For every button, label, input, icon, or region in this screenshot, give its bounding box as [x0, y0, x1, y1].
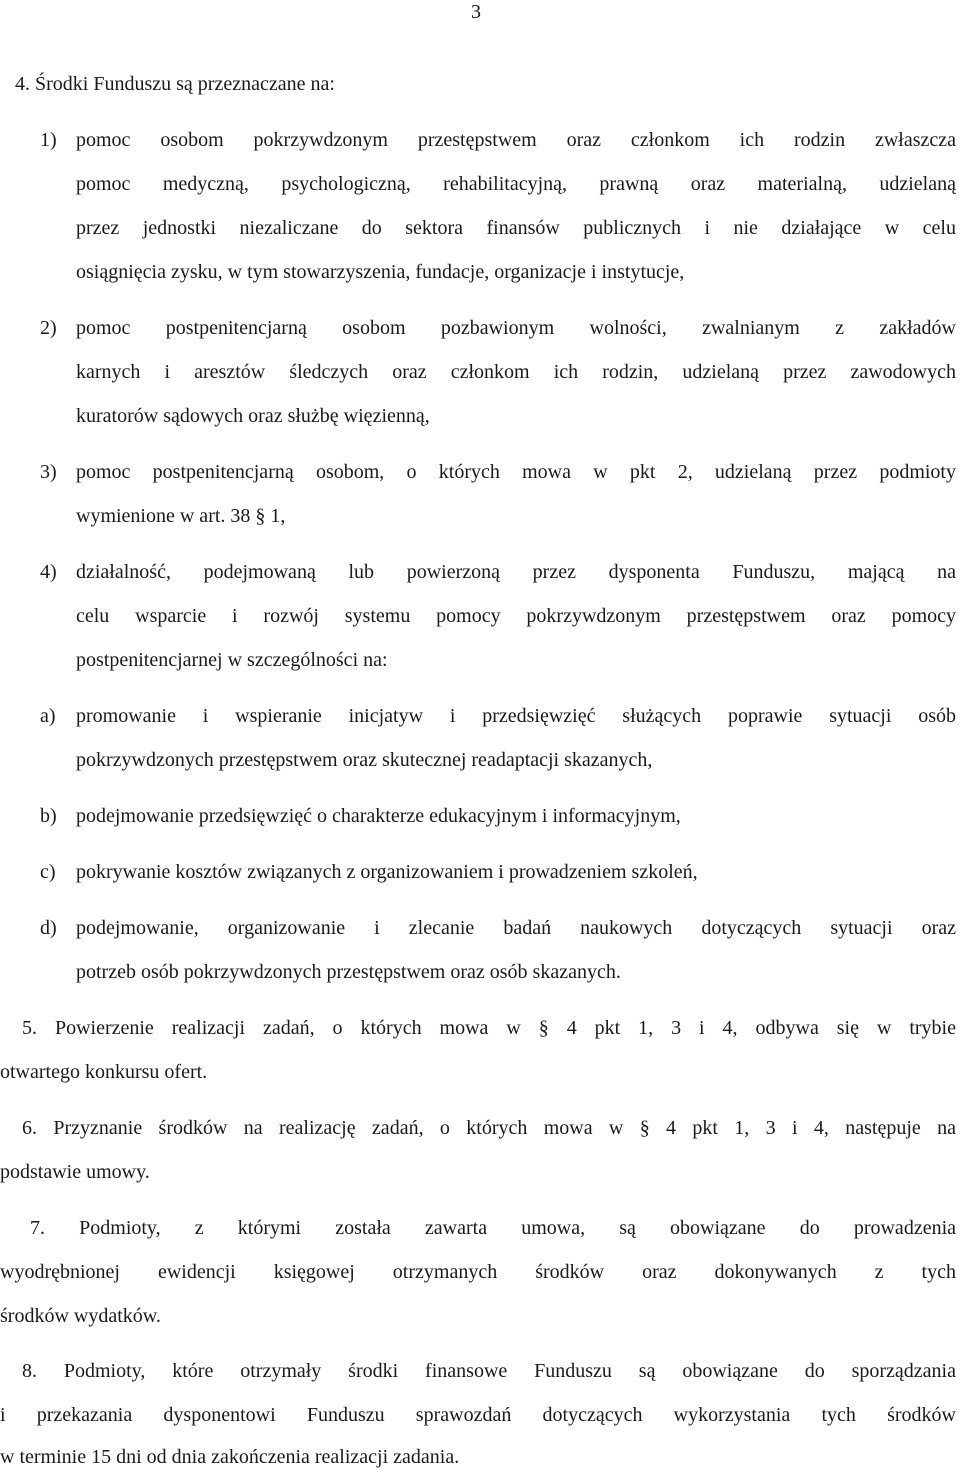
item-a-label: a) [40, 705, 56, 727]
section-6-line-2: podstawie umowy. [0, 1161, 150, 1183]
item-4-line-2: celu wsparcie i rozwój systemu pomocy pokrzywdzonym przestępstwem oraz pomocy [76, 605, 956, 627]
section-7-line-2: wyodrębnionej ewidencji księgowej otrzymanych środków oraz dokonywanych z tych [0, 1261, 956, 1283]
section-8-line-1: 8. Podmioty, które otrzymały środki finansowe Funduszu są obowiązane do sporządzania [22, 1360, 956, 1382]
item-4-label: 4) [40, 561, 57, 583]
item-2-line-1: pomoc postpenitencjarną osobom pozbawionym wolności, zwalnianym z zakładów [76, 317, 956, 339]
item-d-line-2: potrzeb osób pokrzywdzonych przestępstwem oraz osób skazanych. [76, 961, 621, 983]
item-b-label: b) [40, 805, 57, 827]
section-8-line-3: w terminie 15 dni od dnia zakończenia realizacji zadania. [0, 1446, 460, 1468]
item-1-line-2: pomoc medyczną, psychologiczną, rehabilitacyjną, prawną oraz materialną, udzielaną [76, 173, 956, 195]
item-d-line-1: podejmowanie, organizowanie i zlecanie badań naukowych dotyczących sytuacji oraz [76, 917, 956, 939]
item-a-line-1: promowanie i wspieranie inicjatyw i przedsięwzięć służących poprawie sytuacji osób [76, 705, 956, 727]
section-5-line-2: otwartego konkursu ofert. [0, 1061, 208, 1083]
item-c-line-1: pokrywanie kosztów związanych z organizowaniem i prowadzeniem szkoleń, [76, 861, 698, 883]
section-7-line-3: środków wydatków. [0, 1305, 161, 1327]
item-a-line-2: pokrzywdzonych przestępstwem oraz skutecznej readaptacji skazanych, [76, 749, 653, 771]
item-4-line-1: działalność, podejmowaną lub powierzoną przez dysponenta Funduszu, mającą na [76, 561, 956, 583]
item-c-label: c) [40, 861, 56, 883]
item-b-line-1: podejmowanie przedsięwzięć o charakterze edukacyjnym i informacyjnym, [76, 805, 681, 827]
item-2-line-3: kuratorów sądowych oraz służbę więzienną, [76, 405, 430, 427]
section-4-heading: 4. Środki Funduszu są przeznaczane na: [15, 73, 335, 95]
item-4-line-3: postpenitencjarnej w szczególności na: [76, 649, 388, 671]
section-8-line-2: i przekazania dysponentowi Funduszu sprawozdań dotyczących wykorzystania tych środków [0, 1404, 956, 1426]
item-3-line-2: wymienione w art. 38 § 1, [76, 505, 286, 527]
item-1-label: 1) [40, 129, 57, 151]
item-d-label: d) [40, 917, 57, 939]
item-1-line-1: pomoc osobom pokrzywdzonym przestępstwem oraz członkom ich rodzin zwłaszcza [76, 129, 956, 151]
page-number: 3 [471, 1, 481, 23]
item-3-label: 3) [40, 461, 57, 483]
section-6-line-1: 6. Przyznanie środków na realizację zadań, o których mowa w § 4 pkt 1, 3 i 4, następuje na [22, 1117, 956, 1139]
item-2-line-2: karnych i aresztów śledczych oraz członkom ich rodzin, udzielaną przez zawodowych [76, 361, 956, 383]
section-5-line-1: 5. Powierzenie realizacji zadań, o których mowa w § 4 pkt 1, 3 i 4, odbywa się w trybie [22, 1017, 956, 1039]
section-7-line-1: 7. Podmioty, z którymi została zawarta umowa, są obowiązane do prowadzenia [30, 1217, 956, 1239]
item-1-line-3: przez jednostki niezaliczane do sektora finansów publicznych i nie działające w celu [76, 217, 956, 239]
item-1-line-4: osiągnięcia zysku, w tym stowarzyszenia, fundacje, organizacje i instytucje, [76, 261, 685, 283]
item-2-label: 2) [40, 317, 57, 339]
item-3-line-1: pomoc postpenitencjarną osobom, o których mowa w pkt 2, udzielaną przez podmioty [76, 461, 956, 483]
